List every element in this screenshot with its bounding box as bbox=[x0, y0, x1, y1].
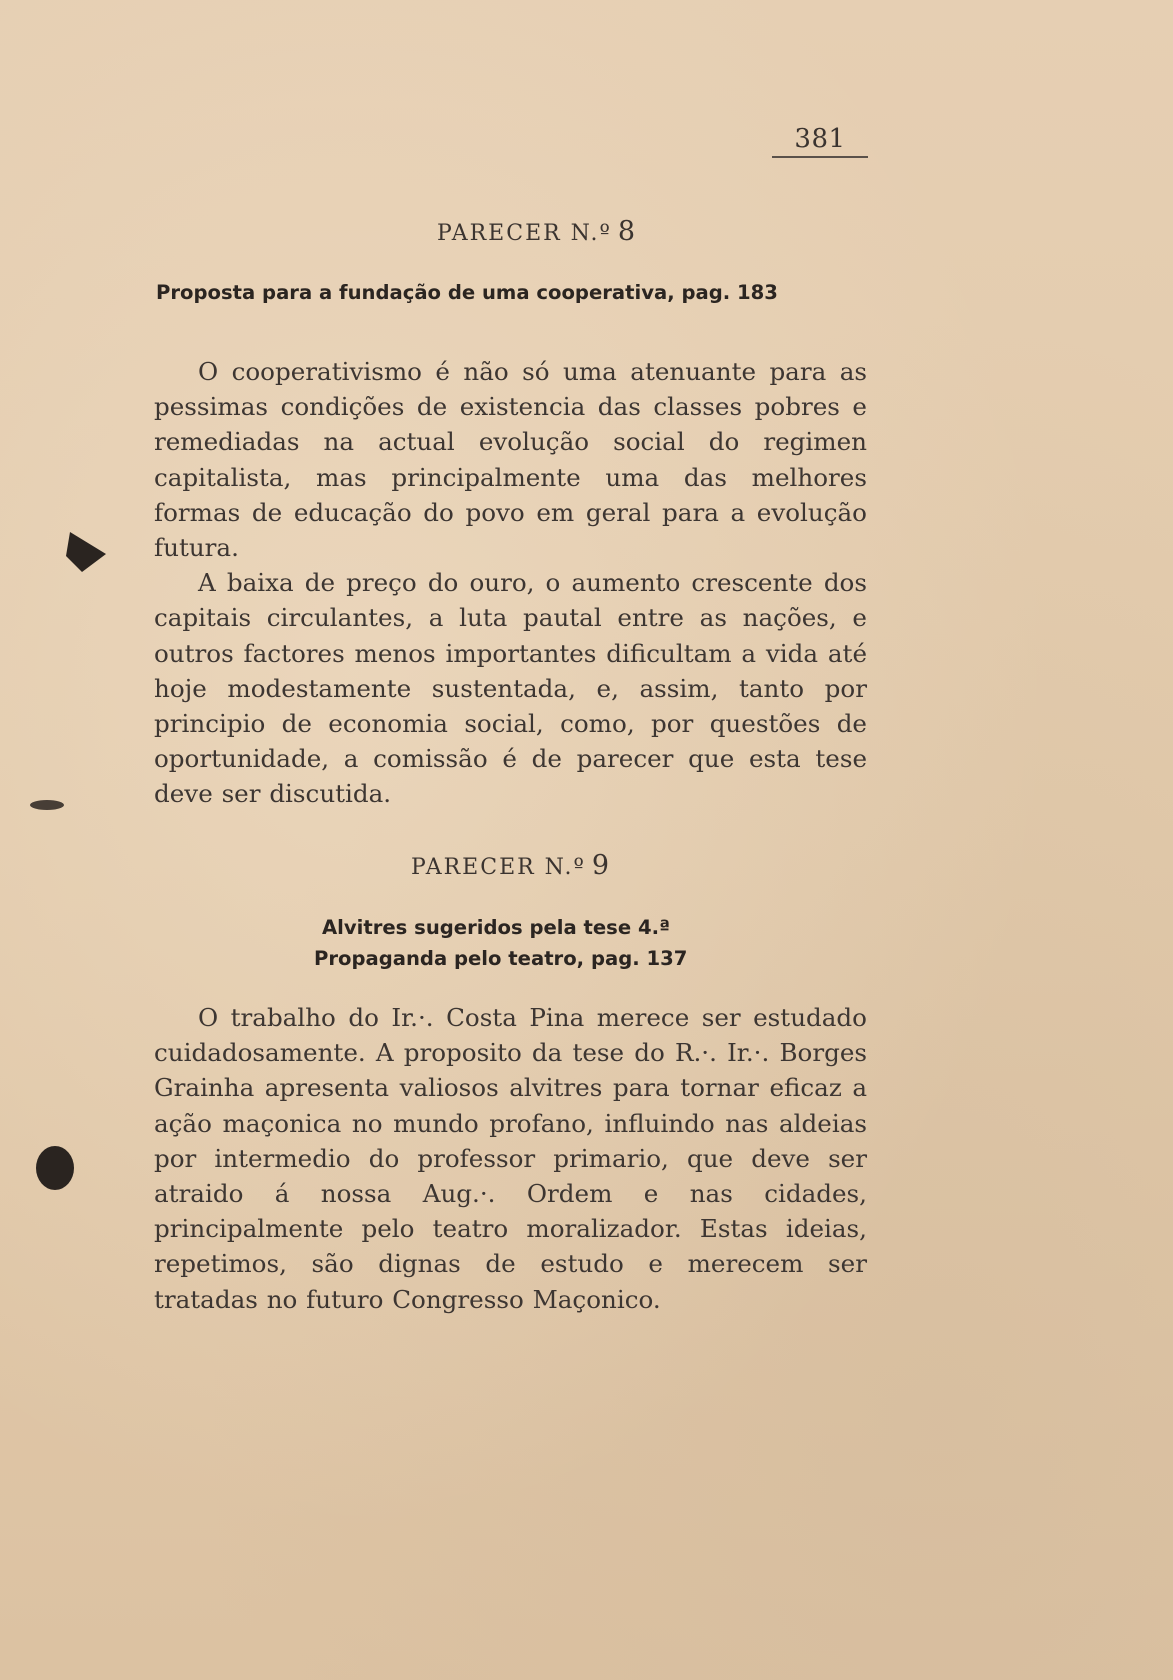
parecer-9-heading-line-2: Propaganda pelo teatro, pag. 137 bbox=[314, 947, 688, 970]
binding-hole-mark bbox=[30, 800, 64, 810]
binding-hole-mark bbox=[36, 1146, 74, 1190]
parecer-label: PARECER N.º bbox=[436, 221, 612, 246]
parecer-9-body bbox=[154, 1000, 867, 1317]
paragraph: A baixa de preço do ouro, o aumento crescente dos capitais circulantes, a luta pautal entre as nações, e outros factores menos importantes dificultam a vida até hoje modestamente sustentada, e, assim, tanto por principio de economia social, como, por questões de oportunidade, a comissão é de parecer que esta tese deve ser discutida. bbox=[154, 568, 867, 809]
parecer-9-heading-line-1: Alvitres sugeridos pela tese 4.ª bbox=[322, 916, 671, 939]
paragraph: O trabalho do Ir.·. Costa Pina merece ser estudado cuidadosamente. A proposito da tese do R.·. Ir.·. Borges Grainha apresenta valiosos alvitres para tornar eficaz a ação maçonica no mundo profano, influindo nas aldeias por intermedio do professor primario, que deve ser atraido á nossa Aug.·. Ordem e nas cidades, principalmente pelo teatro moralizador. Estas ideias, repetimos, são dignas de estudo e merecem ser tratadas no futuro Congresso Maçonico. bbox=[154, 1003, 867, 1314]
parecer-8-heading: Proposta para a fundação de uma cooperativa, pag. 183 bbox=[156, 281, 778, 304]
paragraph: O cooperativismo é não só uma atenuante para as pessimas condições de existencia das classes pobres e remediadas na actual evolução social do regimen capitalista, mas principalmente uma das melhores formas de educação do povo em geral para a evolução futura. bbox=[154, 357, 867, 563]
parecer-number: 8 bbox=[617, 216, 636, 247]
binding-hole-mark bbox=[66, 532, 106, 572]
parecer-9-title bbox=[310, 850, 710, 881]
parecer-8-title bbox=[336, 216, 736, 247]
parecer-label: PARECER N.º bbox=[410, 855, 586, 880]
parecer-8-body bbox=[154, 354, 867, 812]
parecer-number: 9 bbox=[591, 850, 610, 881]
page-number: 381 bbox=[772, 124, 868, 158]
